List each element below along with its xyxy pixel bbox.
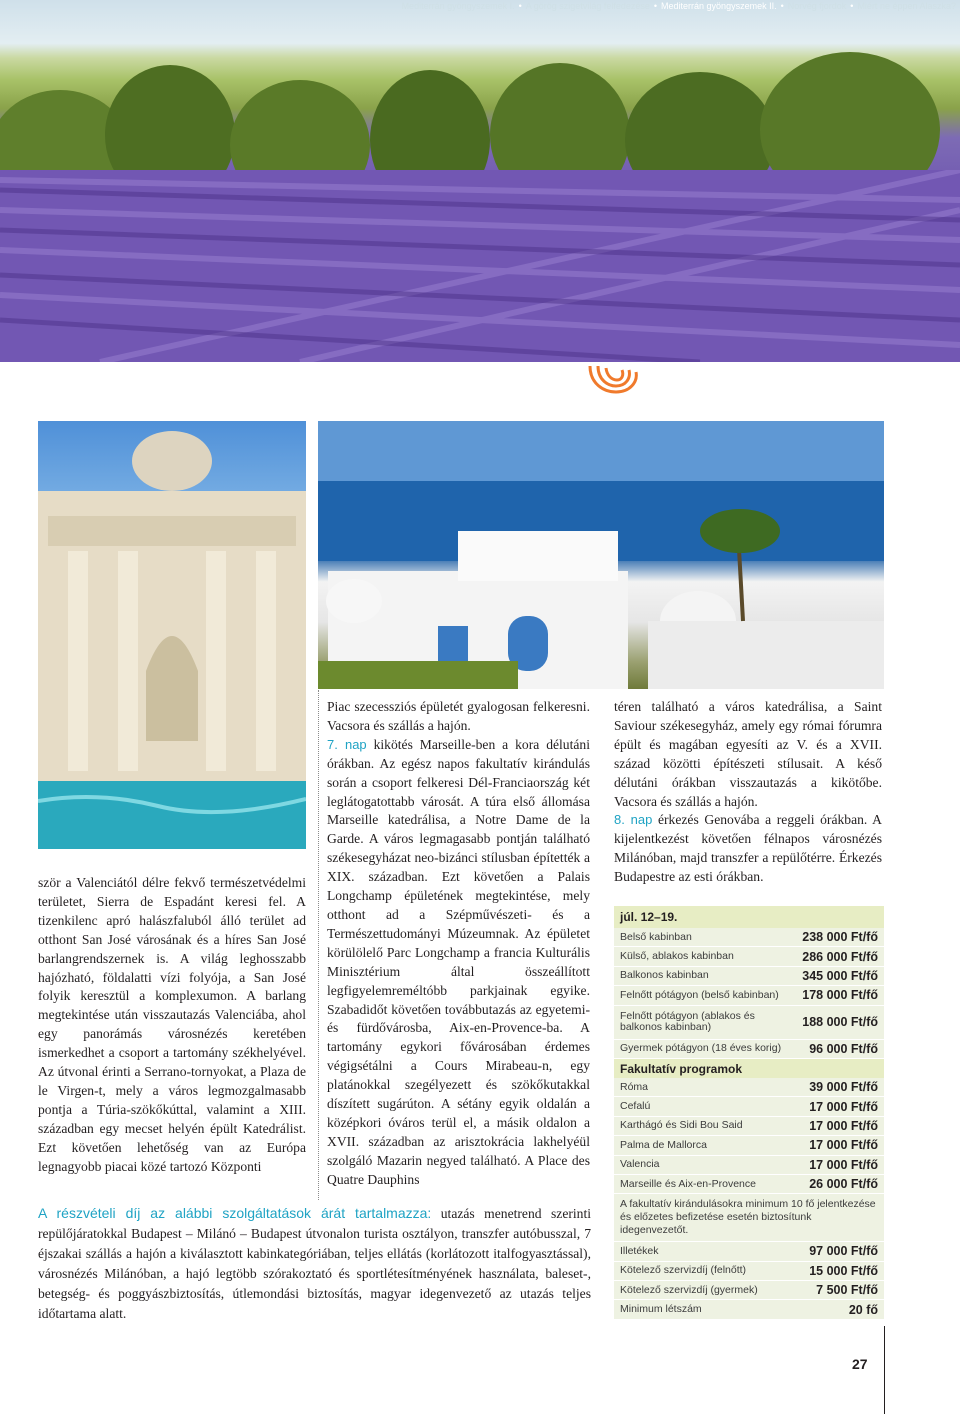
price-label: Gyermek pótágyon (18 éves korig) (620, 1042, 782, 1055)
optional-value: 17 000 Ft/fő (809, 1138, 878, 1153)
extra-value: 20 fő (848, 1302, 878, 1317)
sidi-bou-said-photo (318, 421, 884, 689)
optional-label: Karthágó és Sidi Bou Said (620, 1119, 743, 1132)
optional-row (614, 1078, 884, 1097)
day7-label: 7. nap (327, 736, 367, 752)
paragraph-piac: Piac szecessziós épületét gyalogosan felkeresni. Vacsora és szállás a hajón. (327, 699, 590, 733)
optional-label: Róma (620, 1080, 649, 1093)
nav-separator: • (518, 1, 522, 11)
nav-item-mediterran-1[interactable]: Mediterrán gyöngyszemek I. (401, 1, 515, 11)
nav-separator: • (653, 1, 658, 11)
optional-label: Valencia (620, 1158, 660, 1171)
paragraph-day8 (614, 811, 882, 887)
extra-row (614, 1281, 884, 1300)
extra-value: 7 500 Ft/fő (816, 1283, 878, 1298)
lavender-field-photo (0, 0, 960, 362)
price-row (614, 947, 884, 966)
text-column-left (38, 874, 306, 1177)
optional-value: 17 000 Ft/fő (809, 1099, 878, 1114)
day8-text: érkezés Genovába a reggeli órákban. A kijelentkezést követően félnapos városnézés Milánóban, majd transzfer a repülőtérre. Érkezés Budapestre az esti órákban. (614, 812, 882, 885)
nav-item-gorog[interactable]: A görög szigetvilág felfedezése (525, 1, 650, 11)
price-table (614, 906, 884, 1320)
paragraph-aix: téren található a város katedrálisa, a Saint Saviour székesegyház, amely egy római fórumra épült és magában egyesíti az V. és a XVII. század közötti építészeti stílusait. A késő délutáni órákban visszautazás a kikötőbe. Vacsora és szállás a hajón. (614, 699, 882, 809)
paragraph-valencia: ször a Valenciától délre fekvő természetvédelmi területet, Sierra de Espadánt keresi fel. A tizenkilenc apró halászfaluból álló terület ad otthont San José városának és a híres San José barlangrendszernek is. A világ leghosszabb hajózható, földalatti vízi folyója, a San José folyik keresztül a komplexumon. A barlang megtekintése után visszautazás Valenciába, ahol egy panorámás városnézés keretében ismerkedhet a csoport a tartomány székhelyével. Az útvonal érinti a Serrano-tornyokat, a Plaza de le Virgen-t, mely a város legmozgalmasabb pontja a Túria-szökőkúttal, valamint a XIII. században egy mecset helyén épült Katedrálist. Ezt követően lehetőség van az Európa legnagyobb piacai közé tartozó Központi (38, 875, 306, 1174)
trevi-fountain-photo (38, 421, 306, 849)
departure-date: júl. 12–19. (614, 906, 884, 928)
optional-row (614, 1156, 884, 1175)
nav-item-alaszka[interactable]: Miért ne éppen Alaszka? (857, 1, 956, 11)
day7-text: kikötés Marseille-ben a kora délutáni órákban. Az egész napos fakultatív kirándulás során a csoport felkeresi Dél-Franciaország két leglátogatottabb városát. A túra első állomása Marseille katedrálisa, a Notre Dame de la Garde. A város legmagasabb pontján található székesegyházat neo-bizánci stílusban építették a XIX. században. Ezt követően a Palais Longchamp épületének megtekintése, mely otthont ad a Szépművészeti- és a Természettudományi Múzeumnak. Az épületet körülölelő Parc Longchamp a francia Kulturális Minisztérium által összeállított legfigyelemreméltóbb parkjainak egyike. Szabadidőt követően továbbutazás az egyetemi- és fürdővárosba, Aix-en-Provence-ba. A tartomány egykori fővárosában érdemes végigsétálni a Cours Mirabeau-n, egy platánokkal szegélyezett és szökőkutakkal díszített sugárúton. A sétány egyik oldalán a középkori óváros terül el, a másik oldalon a XVII. században az arisztokrácia lakhelyéül szolgáló Mazarin negyed található. A Place des Quatre Dauphins (327, 736, 590, 1187)
price-value: 345 000 Ft/fő (802, 968, 878, 983)
optional-value: 17 000 Ft/fő (809, 1118, 878, 1133)
lavender-rows (0, 170, 960, 362)
price-value: 96 000 Ft/fő (809, 1041, 878, 1056)
optional-row (614, 1136, 884, 1155)
optional-value: 39 000 Ft/fő (809, 1080, 878, 1095)
section-navigation (0, 0, 960, 12)
price-label: Belső kabinban (620, 930, 692, 943)
included-services-lead: A részvételi díj az alábbi szolgáltatások árát tartalmazza: (38, 1205, 432, 1221)
extra-label: Kötelező szervizdíj (gyermek) (620, 1283, 758, 1296)
price-value: 286 000 Ft/fő (802, 949, 878, 964)
page-corner-decoration (884, 1326, 960, 1414)
included-services-text: utazás menetrend szerinti repülőjáratokkal Budapest – Milánó – Budapest útvonalon turista osztályon, transzfer autóbusszal, 7 éjszakai szállás a hajón a kiválasztott kabinkategóriában, teljes ellátás (korlátozott italfogyasztással), városnézés Milánóban, a hajó legtöbb szórakoztató és sportlétesítményének használata, baleset-, betegség- és poggyászbiztosítás, útlemondási biztosítás, magyar idegenvezető az utazás teljes időtartama alatt. (38, 1206, 592, 1321)
extra-row (614, 1262, 884, 1281)
extra-value: 15 000 Ft/fő (809, 1263, 878, 1278)
price-row (614, 1006, 884, 1040)
price-label: Balkonos kabinban (620, 969, 709, 982)
extra-label: Kötelező szervizdíj (felnőtt) (620, 1264, 747, 1277)
included-services-paragraph (38, 1203, 591, 1324)
price-value: 188 000 Ft/fő (802, 1015, 878, 1030)
trevi-fountain-illustration (38, 421, 306, 849)
optional-note: A fakultatív kirándulásokra minimum 10 fő jelentkezése és előzetes befizetése esetén biztosítunk idegenvezetőt. (614, 1194, 884, 1242)
column-divider (318, 690, 319, 1200)
optional-programs-heading: Fakultatív programok (614, 1059, 884, 1078)
price-row (614, 967, 884, 986)
optional-value: 26 000 Ft/fő (809, 1177, 878, 1192)
optional-label: Marseille és Aix-en-Provence (620, 1177, 756, 1190)
optional-row (614, 1097, 884, 1116)
extra-row (614, 1300, 884, 1319)
price-value: 178 000 Ft/fő (802, 988, 878, 1003)
price-label: Külső, ablakos kabinban (620, 950, 734, 963)
optional-row (614, 1175, 884, 1194)
price-row (614, 986, 884, 1005)
extra-label: Minimum létszám (620, 1303, 702, 1316)
text-column-right (614, 698, 882, 887)
nav-item-norveg[interactable]: Norvég fjordok (787, 1, 847, 11)
paragraph-day7 (327, 736, 590, 1190)
page-number: 27 (852, 1356, 868, 1372)
swirl-logo-icon (586, 364, 642, 394)
extra-value: 97 000 Ft/fő (809, 1244, 878, 1259)
price-value: 238 000 Ft/fő (802, 930, 878, 945)
optional-label: Palma de Mallorca (620, 1138, 707, 1151)
day8-label: 8. nap (614, 812, 653, 828)
nav-item-mediterran-2[interactable]: Mediterrán gyöngyszemek II. (661, 1, 777, 11)
optional-label: Cefalú (620, 1100, 651, 1113)
sidi-bou-said-illustration (318, 421, 884, 689)
nav-separator: • (780, 1, 784, 11)
text-column-middle (327, 698, 590, 1190)
price-label: Felnőtt pótágyon (belső kabinban) (620, 988, 779, 1001)
price-row (614, 1040, 884, 1059)
price-label: Felnőtt pótágyon (ablakos és balkonos kabinban) (620, 1010, 755, 1034)
nav-separator: • (850, 1, 854, 11)
price-row (614, 928, 884, 947)
extra-label: Illetékek (620, 1244, 659, 1257)
optional-row (614, 1117, 884, 1136)
extra-row (614, 1242, 884, 1261)
optional-value: 17 000 Ft/fő (809, 1157, 878, 1172)
